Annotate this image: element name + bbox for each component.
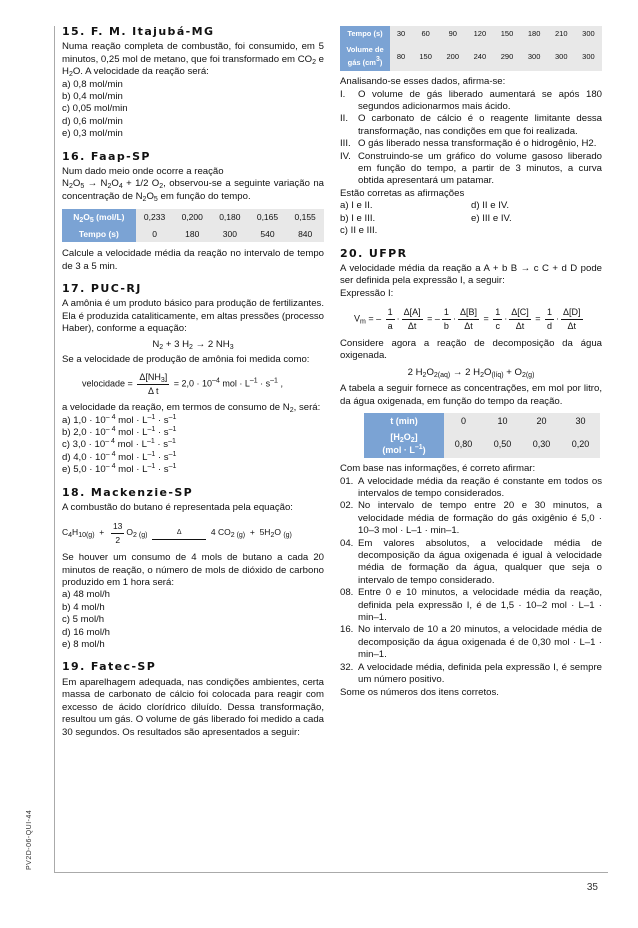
table-cell: 200: [439, 42, 466, 71]
table-cell: 300: [211, 226, 249, 242]
question-text: Se houver um consumo de 4 mols de butano a cada 20 minutos de reação, o número de mols de dióxido de carbono produzido em 1 hora será:: [62, 552, 324, 589]
table-cell: 300: [521, 42, 548, 71]
closing-text: Some os números dos itens corretos.: [340, 686, 499, 698]
table-cell: 0,200: [173, 209, 211, 225]
data-table: [62, 209, 324, 242]
option[interactable]: e) III e IV.: [471, 212, 512, 224]
list-item: [340, 113, 602, 138]
item-text: Entre 0 e 10 minutos, a velocidade média da reação, definida pela expressão I, é de 1,5 · 10–2 mol · L–1 · min–1.: [358, 587, 602, 624]
table-cell: 180: [173, 226, 211, 242]
table-cell: 80: [390, 42, 412, 71]
item-text: O volume de gás liberado aumentará se após 180 segundos adicionarmos mais ácido.: [358, 88, 602, 113]
option[interactable]: d) II e IV.: [471, 200, 510, 212]
list-item: [340, 587, 602, 624]
table-cell: 210: [548, 26, 575, 42]
question-text: A combustão do butano é representada pela equação:: [62, 502, 293, 513]
option[interactable]: c) 0,05 mol/min: [62, 103, 128, 115]
option[interactable]: d) 0,6 mol/min: [62, 115, 123, 127]
list-item: [340, 662, 602, 687]
item-number: I.: [340, 88, 346, 100]
table-cell: 0,80: [444, 429, 483, 458]
question-19: [62, 661, 324, 738]
option[interactable]: b) 0,4 mol/min: [62, 91, 123, 103]
question-17: [62, 283, 324, 477]
table-cell: 0,20: [561, 429, 600, 458]
table-cell: 290: [493, 42, 520, 71]
question-text: A tabela a seguir fornece as concentrações, em mol por litro, da água oxigenada, em função do tempo da reação.: [340, 383, 602, 407]
option[interactable]: a) I e II.: [340, 200, 373, 212]
statements-lead: Analisando-se esses dados, afirma-se:: [340, 76, 506, 88]
row-label: Volume de gás $(cm^3)$: [340, 42, 390, 71]
options-list: [62, 589, 324, 651]
table-cell: 30: [561, 413, 600, 429]
item-number: II.: [340, 113, 348, 125]
options-left: [340, 200, 471, 237]
option[interactable]: d) $4,0 \cdot 10^{- 4}$ mol · $L^{-1} \cdot s^{-1}$: [62, 450, 177, 463]
table-cell: 20: [522, 413, 561, 429]
question-title: 15. F. M. Itajubá-MG: [62, 25, 215, 38]
question-text: Numa reação completa de combustão, foi consumido, em 5 minutos, 0,25 mol de metano, que foi transformado em $CO_2$ e $H_2O$. A velocidade da reação será:: [62, 41, 325, 79]
item-number: 04.: [340, 537, 354, 549]
question-title: 18. Mackenzie-SP: [62, 485, 194, 499]
item-number: 32.: [340, 661, 354, 673]
table-cell: 0,233: [136, 209, 174, 225]
question-text: Calcule a velocidade média da reação no intervalo de tempo de 3 a 5 min.: [62, 248, 324, 272]
table-cell: 300: [575, 42, 602, 71]
footer-rule: [54, 872, 608, 873]
table-cell: 180: [521, 26, 548, 42]
table-cell: 0: [136, 226, 174, 242]
concentration-table: [364, 413, 600, 458]
velocity-formula: velocidade = $\frac{\Delta[NH_3]}{\text{Δ t}}$ = $2,0 \cdot 10^{-4}$ mol · $L^{-1} \cdot s^{-1}$ ,: [82, 372, 283, 396]
table-cell: 0,50: [483, 429, 522, 458]
left-column: [62, 26, 324, 739]
gas-volume-table: [340, 26, 602, 71]
question-18: [62, 487, 324, 652]
table-cell: 300: [575, 26, 602, 42]
item-text: Construindo-se um gráfico do volume gasoso liberado em função do tempo, a partir de 3 minutos, a curva obtida apresentará um patamar.: [358, 150, 602, 187]
question-text: Considere agora a reação de decomposição da água oxigenada.: [340, 337, 602, 362]
list-item: [340, 538, 602, 588]
table-cell: 10: [483, 413, 522, 429]
row-label: $[H_2O_2]$ $(mol \cdot L^{-1})$: [364, 429, 444, 458]
option[interactable]: b) $2,0 \cdot 10^{- 4}$ mol · $L^{-1} \cdot s^{-1}$: [62, 425, 177, 438]
table-cell: 840: [286, 226, 324, 242]
options-list: [62, 415, 324, 477]
statements-list: [340, 89, 602, 188]
table-cell: 90: [439, 26, 466, 42]
question-title: 16. Faap-SP: [62, 149, 151, 163]
item-number: 08.: [340, 587, 354, 599]
options-right: [471, 200, 602, 237]
side-code: PV2D-06-QUI-44: [26, 809, 33, 870]
question-title: 17. PUC-RJ: [62, 281, 142, 295]
options-grid: [340, 200, 602, 237]
list-item: [340, 138, 602, 150]
items-lead: Com base nas informações, é correto afirmar:: [340, 463, 536, 475]
question-20: [340, 248, 602, 699]
question-text: A amônia é um produto básico para produção de fertilizantes. Ela é produzida cataliticamente, em altas pressões (processo Haber), conforme a equação:: [62, 298, 324, 335]
expression-label: Expressão I:: [340, 287, 394, 299]
right-column: [340, 26, 602, 699]
question-intro: Num dado meio onde ocorre a reação: [62, 166, 224, 178]
item-number: 02.: [340, 500, 354, 512]
table-cell: 0,165: [249, 209, 287, 225]
item-number: IV.: [340, 150, 351, 162]
list-item: [340, 500, 602, 537]
item-number: 16.: [340, 624, 354, 636]
page-number: 35: [586, 882, 598, 893]
item-text: A velocidade média da reação é constante em todos os intervalos de tempo considerados.: [358, 475, 602, 499]
option[interactable]: c) $3,0 \cdot 10^{- 4}$ mol · $L^{-1} \cdot s^{-1}$: [62, 438, 176, 451]
question-reaction: $N_2O_5 \to N_2O_4 + 1/2$ $O_2$, observou-se a seguinte variação na concentração de $N_2O_5$ em função do tempo.: [62, 178, 324, 203]
equation: $N_2 + 3$ $H_2 \to 2$ $NH_3$: [152, 338, 234, 351]
correct-lead: Estão corretas as afirmações: [340, 187, 465, 199]
table-cell: 0,30: [522, 429, 561, 458]
question-text: a velocidade da reação, em termos de consumo de $N_2$, será:: [62, 402, 321, 415]
question-title: 20. UFPR: [340, 246, 408, 260]
row-label: t (min): [364, 413, 444, 429]
item-number: 01.: [340, 475, 354, 487]
option[interactable]: b) 4 mol/h: [62, 601, 105, 613]
expression-i: $V_m$ = – $\frac{1}{a}$ · $\frac{\Delta[A]}{\Delta t}$ = – $\frac{1}{b}$ · $\frac{\Delta[B]}{\Delta t}$ = $\frac{1}{c}$ · $\frac{\Delta[C]}{\Delta t}$ = $\frac{1}{d}$ · $\frac{\Delta[D]}{\Delta t}$: [354, 307, 581, 331]
question-19-continued: [340, 26, 602, 238]
table-cell: 30: [390, 26, 412, 42]
item-text: O carbonato de cálcio é o reagente limitante dessa transformação, nas condições em que foi realizada.: [358, 113, 602, 137]
table-cell: 150: [493, 26, 520, 42]
row-label: $N_2O_5$ (mol/L): [62, 209, 136, 225]
option[interactable]: e) 8 mol/h: [62, 639, 105, 651]
table-cell: 0: [444, 413, 483, 429]
row-label: Tempo (s): [62, 226, 136, 242]
decomposition-reaction: 2 $H_2O_{2(aq)} \to 2$ $H_2O_{(líq)} + O_{2(g)}$: [407, 366, 535, 379]
option[interactable]: b) I e III.: [340, 212, 376, 224]
data-table-wrap: [62, 209, 324, 242]
table-cell: 0,180: [211, 209, 249, 225]
table-cell: 120: [466, 26, 493, 42]
table-cell: 150: [412, 42, 439, 71]
list-item: [340, 151, 602, 188]
item-number: III.: [340, 138, 351, 150]
item-text: O gás liberado nessa transformação é o hidrogênio, H2.: [358, 138, 597, 150]
table-cell: 0,155: [286, 209, 324, 225]
option[interactable]: a) $1,0 \cdot 10^{- 4}$ mol · $L^{-1} \cdot s^{-1}$: [62, 413, 177, 426]
margin-rule: [54, 26, 55, 872]
option[interactable]: e) 0,3 mol/min: [62, 128, 123, 140]
question-text: Em aparelhagem adequada, nas condições ambientes, certa massa de carbonato de cálcio foi colocada para reagir com excesso de ácido clorídrico diluído. Dessa transformação, resultou um gás. O volume de gás liberado foi medido a cada 30 segundos. Os resultados são apresentados a seguir:: [62, 676, 324, 738]
option[interactable]: d) 16 mol/h: [62, 626, 110, 638]
question-text: Se a velocidade de produção de amônia foi medida como:: [62, 353, 310, 365]
list-item: [340, 476, 602, 501]
combustion-equation: $C_4H_{10(g)}$ + $\frac{13}{2}$ $O_{2 (g)}$ Δ 4 $CO_{2 (g)} + 5H_2O$ $_{(g)}$: [62, 521, 292, 545]
table-cell: 60: [412, 26, 439, 42]
row-label: Tempo (s): [340, 26, 390, 42]
table-cell: 240: [466, 42, 493, 71]
item-text: No intervalo de 10 a 20 minutos, a velocidade média de decomposição da água oxigenada é de 0,30 mol · L–1 · min–1.: [358, 624, 602, 661]
item-text: A velocidade média, definida pela expressão I, é sempre um número positivo.: [358, 661, 602, 686]
list-item: [340, 624, 602, 661]
option[interactable]: c) 5 mol/h: [62, 614, 105, 626]
item-text: No intervalo de tempo entre 20 e 30 minutos, a velocidade média de formação do gás oxigênio é 5,0 · 10–3 mol · L–1 · min–1.: [358, 500, 602, 537]
table-cell: 300: [548, 42, 575, 71]
option[interactable]: e) $5,0 \cdot 10^{- 4}$ mol · $L^{-1} \cdot s^{-1}$: [62, 463, 177, 476]
option[interactable]: a) 0,8 mol/min: [62, 78, 123, 90]
concentration-table-wrap: [364, 413, 602, 458]
list-item: [340, 89, 602, 114]
table-cell: 540: [249, 226, 287, 242]
question-title: 19. Fatec-SP: [62, 660, 157, 674]
option[interactable]: a) 48 mol/h: [62, 589, 110, 601]
question-15: [62, 26, 324, 141]
options-list: [62, 79, 324, 141]
item-text: Em valores absolutos, a velocidade média de decomposição da água oxigenada é igual à velocidade média de formação da água, qualquer que seja o intervalo de tempo considerado.: [358, 537, 602, 586]
question-16: [62, 151, 324, 273]
items-list: [340, 476, 602, 687]
question-text: A velocidade média da reação a A + b B → c C + d D pode ser definida pela expressão I, a seguir:: [340, 262, 602, 287]
option[interactable]: c) II e III.: [340, 225, 378, 237]
